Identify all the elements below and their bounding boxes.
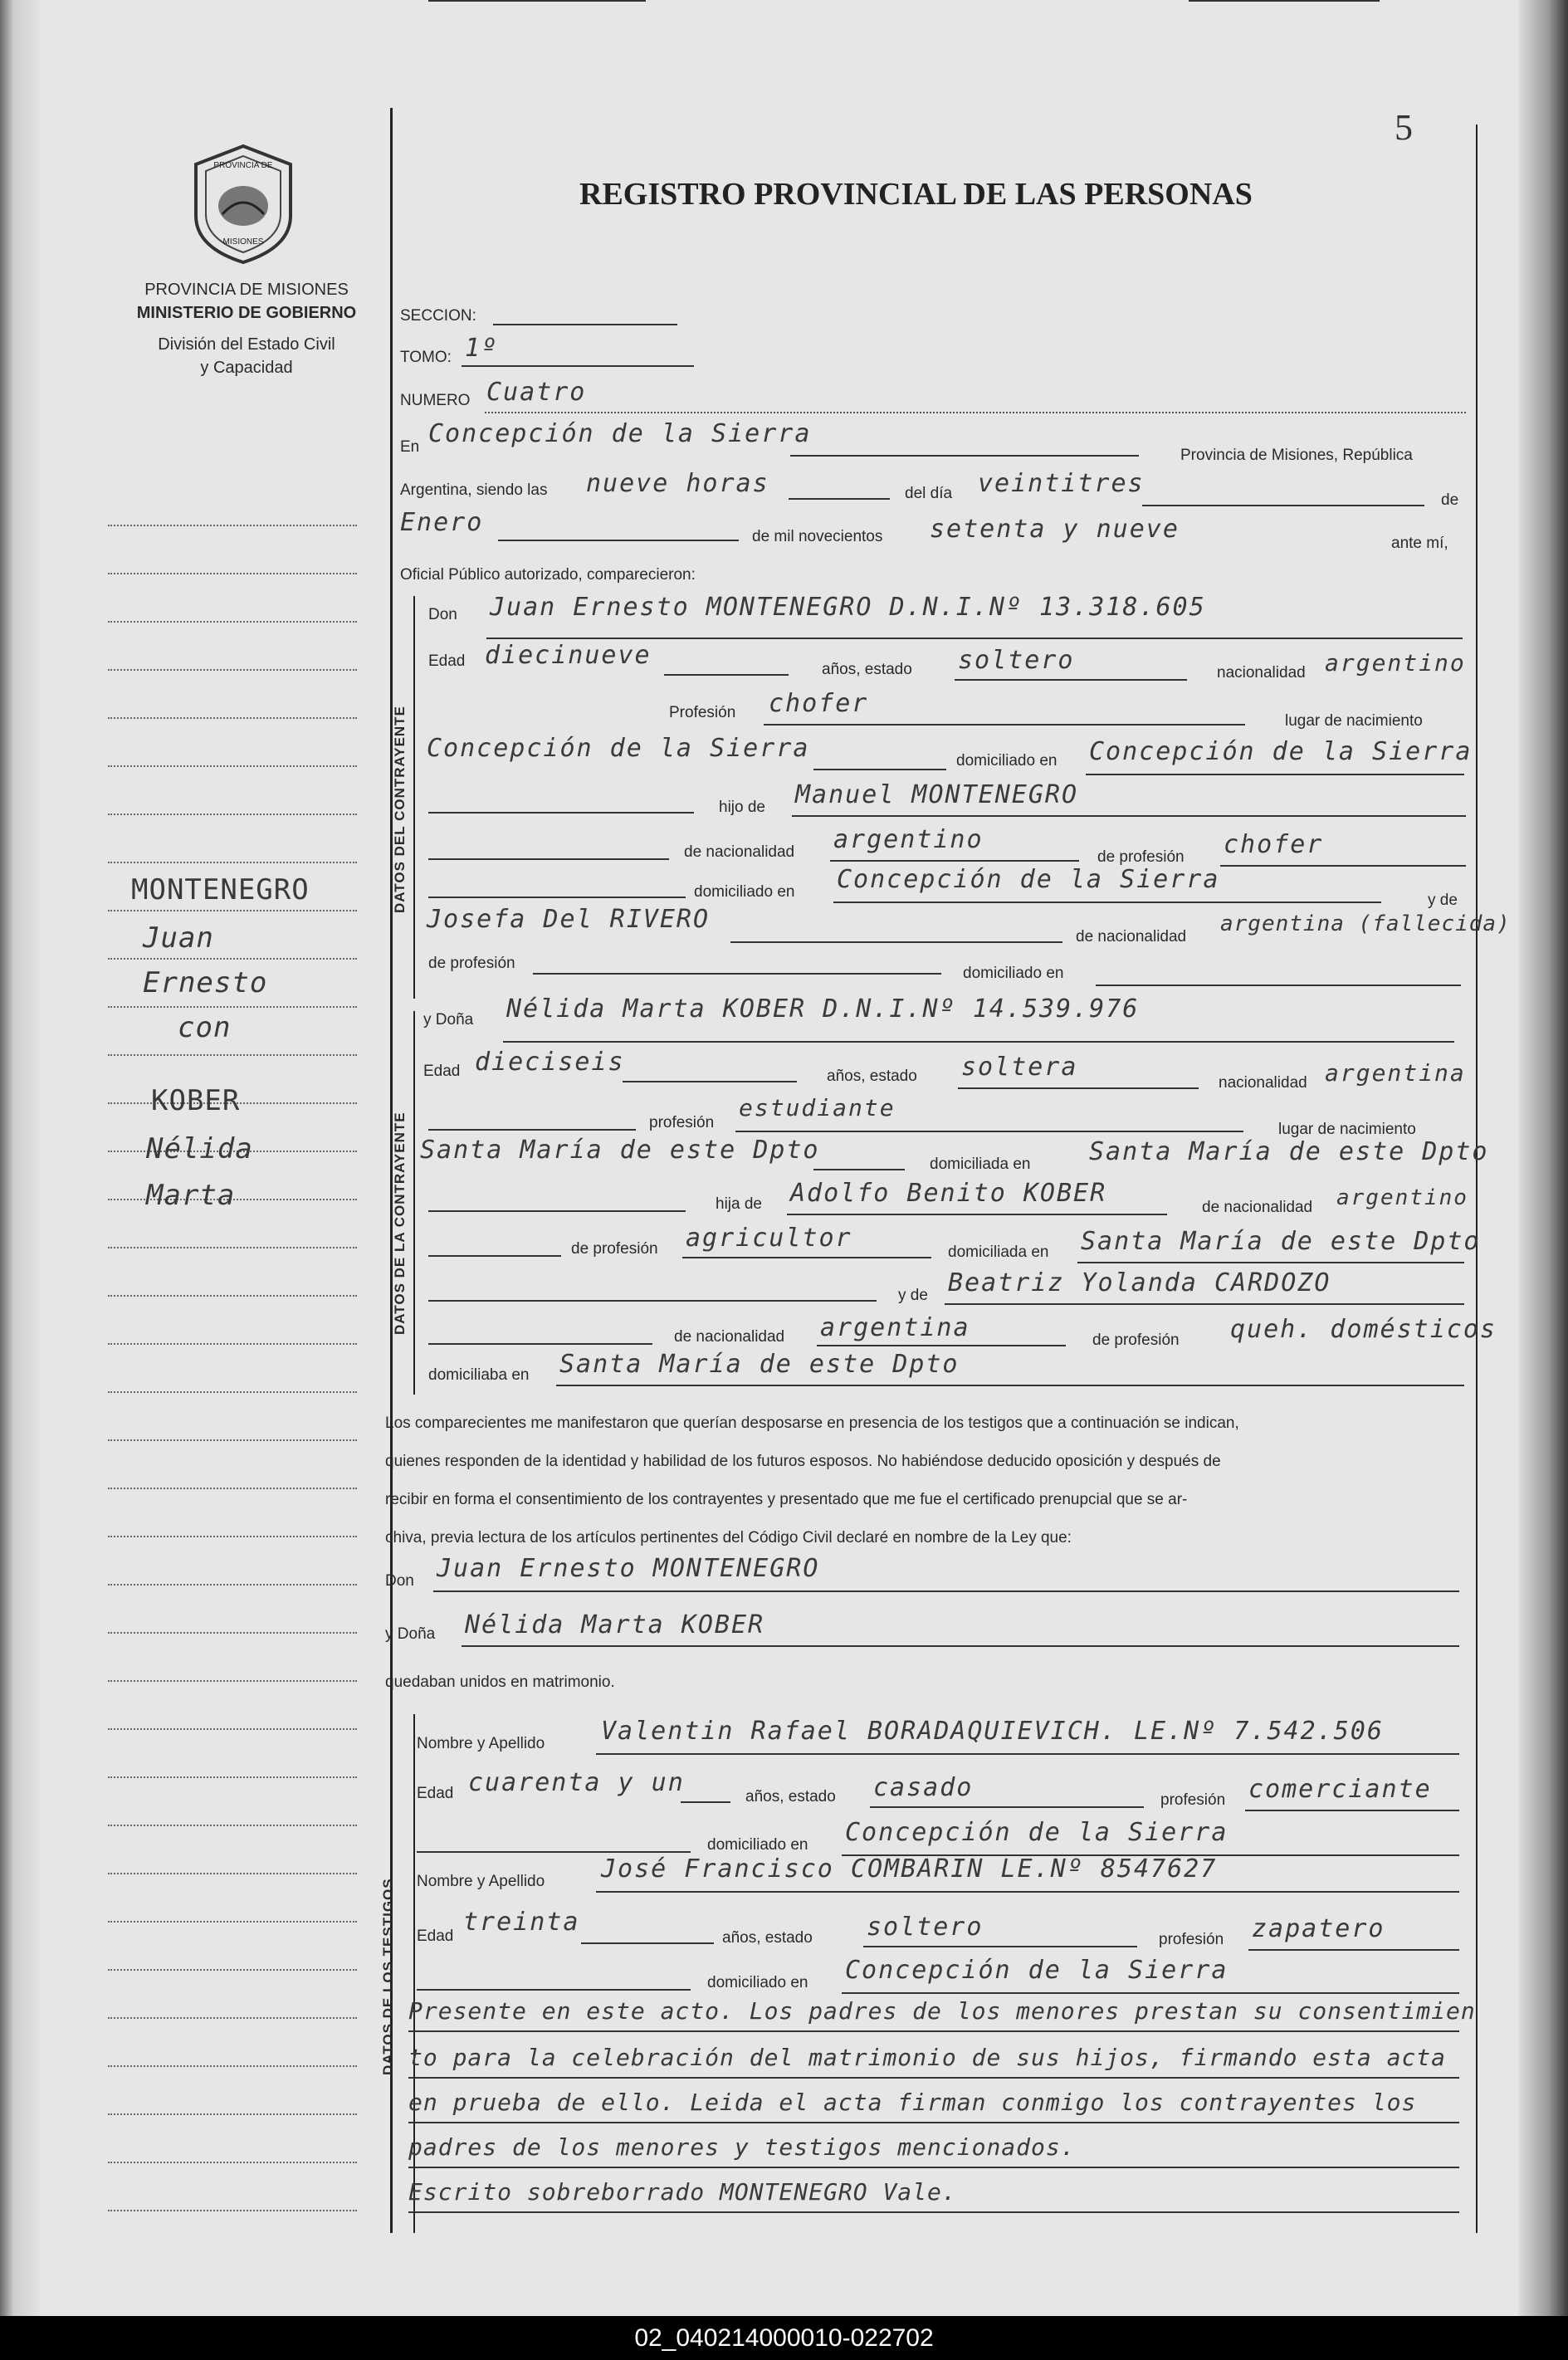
oficial-label: Oficial Público autorizado, comparecieron:	[400, 566, 696, 584]
contrayenta-estado: soltera	[961, 1053, 1078, 1082]
numero-label: NUMERO	[400, 392, 471, 409]
anios-label: años, estado	[822, 661, 912, 678]
contrayente-profesion: chofer	[769, 689, 869, 718]
contrayenta-padre-domicilio: Santa María de este Dpto	[1081, 1227, 1481, 1256]
testigo-2-edad: treinta	[463, 1908, 580, 1937]
page-number: 5	[1395, 107, 1413, 148]
testigo-2-nombre: José Francisco COMBARIN LE.Nº 8547627	[601, 1854, 1218, 1884]
contrayenta-madre-nacionalidad: argentina	[820, 1313, 970, 1342]
declaration-dona-label: y Doña	[385, 1625, 436, 1643]
anios-label: años, estado	[827, 1068, 917, 1085]
de-label: de	[1441, 491, 1459, 509]
dona-label: y Doña	[423, 1011, 474, 1029]
nacionalidad-label: nacionalidad	[1217, 664, 1306, 682]
contrayente-edad: diecinueve	[485, 641, 652, 670]
agency-line-3: División del Estado Civil	[158, 335, 335, 354]
contrayente-nacionalidad: argentino	[1325, 649, 1466, 677]
notes-line: Presente en este acto. Los padres de los menores prestan su consentimien	[408, 1997, 1476, 2025]
edad-label: Edad	[423, 1063, 461, 1080]
declaration-line: recibir en forma el consentimiento de los contrayentes y presentado que me fue el certificado prenupcial que se ar-	[385, 1491, 1188, 1508]
svg-text:PROVINCIA DE: PROVINCIA DE	[213, 161, 273, 170]
notes-line: Escrito sobreborrado MONTENEGRO Vale.	[408, 2178, 957, 2206]
padre-domiciliada-label: domiciliada en	[948, 1244, 1049, 1261]
en-value: Concepción de la Sierra	[428, 419, 812, 448]
madre-profesion-label: de profesión	[1092, 1331, 1180, 1349]
anios-label: años, estado	[722, 1929, 813, 1947]
contrayente-estado: soltero	[958, 646, 1075, 675]
contrayente-padre-nacionalidad: argentino	[833, 825, 984, 854]
contrayente-padre-profesion: chofer	[1224, 830, 1324, 859]
testigo-1-profesion: comerciante	[1248, 1775, 1432, 1804]
edad-label: Edad	[417, 1785, 454, 1802]
province-emblem	[189, 141, 297, 266]
image-caption: 02_040214000010-022702	[0, 2316, 1568, 2360]
mes-value: Enero	[400, 508, 484, 537]
domiciliado-label: domiciliado en	[956, 752, 1058, 770]
profesion-label: profesión	[1160, 1791, 1226, 1809]
padre-domiciliado-label: domiciliado en	[694, 883, 795, 901]
contrayenta-edad: dieciseis	[475, 1048, 625, 1077]
contrayenta-padre-profesion: agricultor	[686, 1224, 852, 1253]
de-nacionalidad-label: de nacionalidad	[1202, 1199, 1313, 1216]
contrayente-bracket	[413, 596, 415, 999]
domiciliada-label: domiciliada en	[930, 1156, 1031, 1173]
profesion-label: Profesión	[669, 704, 736, 721]
contrayenta-domicilio: Santa María de este Dpto	[1089, 1137, 1489, 1166]
testigo-2-estado: soltero	[867, 1913, 984, 1942]
edad-label: Edad	[428, 652, 466, 670]
y-de-label: y de	[898, 1287, 928, 1304]
margin-note-line: Juan	[143, 921, 214, 955]
contrayenta-madre-domicilio: Santa María de este Dpto	[559, 1350, 960, 1379]
contrayenta-bracket	[413, 1011, 415, 1395]
nacionalidad-label: nacionalidad	[1219, 1074, 1307, 1092]
dia-label: del día	[905, 485, 953, 502]
horas-value: nueve horas	[586, 469, 769, 498]
contrayenta-nacionalidad: argentina	[1325, 1059, 1466, 1087]
profesion-label: profesión	[1159, 1931, 1224, 1948]
ante-label: ante mí,	[1391, 535, 1448, 552]
contrayenta-section-label: DATOS DE LA CONTRAYENTE	[392, 1112, 408, 1335]
margin-note-line: Nélida	[146, 1132, 253, 1165]
anios-label: años, estado	[745, 1788, 836, 1805]
contrayenta-nombre: Nélida Marta KOBER D.N.I.Nº 14.539.976	[506, 994, 1140, 1024]
domiciliaba-label: domiciliaba en	[428, 1366, 530, 1384]
profesion-label: profesión	[649, 1114, 715, 1131]
margin-note-line: KOBER	[151, 1084, 241, 1117]
de-nacionalidad-label: de nacionalidad	[684, 843, 795, 861]
contrayente-padre: Manuel MONTENEGRO	[795, 780, 1079, 809]
dia-value: veintitres	[978, 469, 1145, 498]
y-de-label: y de	[1428, 892, 1458, 909]
edad-label: Edad	[417, 1928, 454, 1945]
lugar-label: lugar de nacimiento	[1285, 712, 1423, 730]
right-binding-edge	[1518, 0, 1568, 2316]
testigo-2-domicilio: Concepción de la Sierra	[845, 1956, 1229, 1985]
agency-line-1: PROVINCIA DE MISIONES	[144, 281, 349, 299]
declaration-line: quienes responden de la identidad y habilidad de los futuros esposos. No habiéndose deducido oposición y después de	[385, 1453, 1221, 1470]
contrayente-padre-domicilio: Concepción de la Sierra	[837, 865, 1220, 894]
notes-line: en prueba de ello. Leida el acta firman conmigo los contrayentes los	[408, 2089, 1417, 2116]
domiciliado-label: domiciliado en	[707, 1974, 808, 1991]
contrayenta-padre: Adolfo Benito KOBER	[790, 1179, 1107, 1208]
declaration-don-value: Juan Ernesto MONTENEGRO	[437, 1554, 820, 1583]
agency-line-2: MINISTERIO DE GOBIERNO	[136, 304, 357, 322]
contrayente-lugar: Concepción de la Sierra	[427, 734, 810, 763]
contrayenta-madre-profesion: queh. domésticos	[1230, 1315, 1497, 1344]
contrayenta-padre-nacionalidad: argentino	[1336, 1185, 1468, 1210]
tomo-label: TOMO:	[400, 349, 452, 366]
don-label: Don	[428, 606, 457, 623]
de-profesion-label: de profesión	[571, 1240, 658, 1258]
testigo-1-nombre: Valentin Rafael BORADAQUIEVICH. LE.Nº 7.542.506	[601, 1717, 1384, 1746]
contrayente-nombre: Juan Ernesto MONTENEGRO D.N.I.Nº 13.318.605	[490, 593, 1206, 622]
agency-line-4: y Capacidad	[200, 359, 293, 377]
margin-note-line: con	[178, 1011, 232, 1044]
margin-note-line: MONTENEGRO	[131, 873, 310, 906]
contrayenta-lugar: Santa María de este Dpto	[420, 1136, 820, 1165]
contrayente-madre: Josefa Del RIVERO	[427, 905, 711, 934]
hija-label: hija de	[716, 1195, 762, 1213]
declaration-line: chiva, previa lectura de los artículos pertinentes del Código Civil declaré en nombre de la Ley que:	[385, 1529, 1072, 1546]
en-label: En	[400, 438, 420, 456]
declaration-line: Los comparecientes me manifestaron que querían desposarse en presencia de los testigos que a continuación se indican,	[385, 1415, 1239, 1432]
nombre-apellido-label: Nombre y Apellido	[417, 1873, 545, 1890]
seccion-label: SECCION:	[400, 307, 476, 325]
testigo-1-edad: cuarenta y un	[468, 1768, 685, 1797]
contrayenta-profesion: estudiante	[739, 1094, 896, 1121]
contrayente-domicilio: Concepción de la Sierra	[1089, 737, 1473, 766]
testigo-1-estado: casado	[873, 1773, 974, 1802]
declaration-dona-value: Nélida Marta KOBER	[465, 1610, 765, 1639]
numero-value: Cuatro	[486, 378, 587, 407]
mil-label: de mil novecientos	[752, 528, 883, 545]
margin-note-line: Marta	[146, 1179, 236, 1212]
contrayente-section-label: DATOS DEL CONTRAYENTE	[392, 706, 408, 913]
contrayenta-madre: Beatriz Yolanda CARDOZO	[948, 1268, 1331, 1297]
left-binding-edge	[0, 0, 40, 2316]
testigo-1-domicilio: Concepción de la Sierra	[845, 1818, 1229, 1847]
margin-note-line: Ernesto	[143, 966, 268, 999]
hijo-label: hijo de	[719, 799, 765, 816]
domiciliado-label: domiciliado en	[707, 1836, 808, 1854]
lugar-label: lugar de nacimiento	[1278, 1121, 1416, 1138]
anio-value: setenta y nueve	[930, 515, 1180, 544]
declaration-don-label: Don	[385, 1572, 414, 1590]
madre-domiciliado-label: domiciliado en	[963, 965, 1064, 982]
testigo-2-profesion: zapatero	[1252, 1914, 1385, 1943]
unidos-label: quedaban unidos en matrimonio.	[385, 1673, 615, 1691]
page-title: REGISTRO PROVINCIAL DE LAS PERSONAS	[579, 177, 1253, 212]
svg-text:MISIONES: MISIONES	[222, 237, 264, 247]
madre-nacionalidad-label: de nacionalidad	[674, 1328, 785, 1346]
argentina-label: Argentina, siendo las	[400, 481, 548, 499]
madre-nacionalidad-label: de nacionalidad	[1076, 928, 1187, 945]
right-frame-line	[1476, 125, 1478, 2233]
testigos-section-label: DATOS DE LOS TESTIGOS	[380, 1878, 396, 2075]
nombre-apellido-label: Nombre y Apellido	[417, 1735, 545, 1752]
seal-icon	[189, 141, 297, 266]
provincia-label: Provincia de Misiones, República	[1180, 447, 1413, 464]
contrayente-madre-nacionalidad: argentina (fallecida)	[1220, 911, 1511, 936]
tomo-value: 1º	[465, 334, 499, 363]
notes-line: to para la celebración del matrimonio de sus hijos, firmando esta acta	[408, 2044, 1447, 2071]
notes-line: padres de los menores y testigos mencionados.	[408, 2133, 1076, 2161]
madre-profesion-label: de profesión	[428, 955, 515, 972]
de-profesion-label: de profesión	[1097, 848, 1185, 866]
